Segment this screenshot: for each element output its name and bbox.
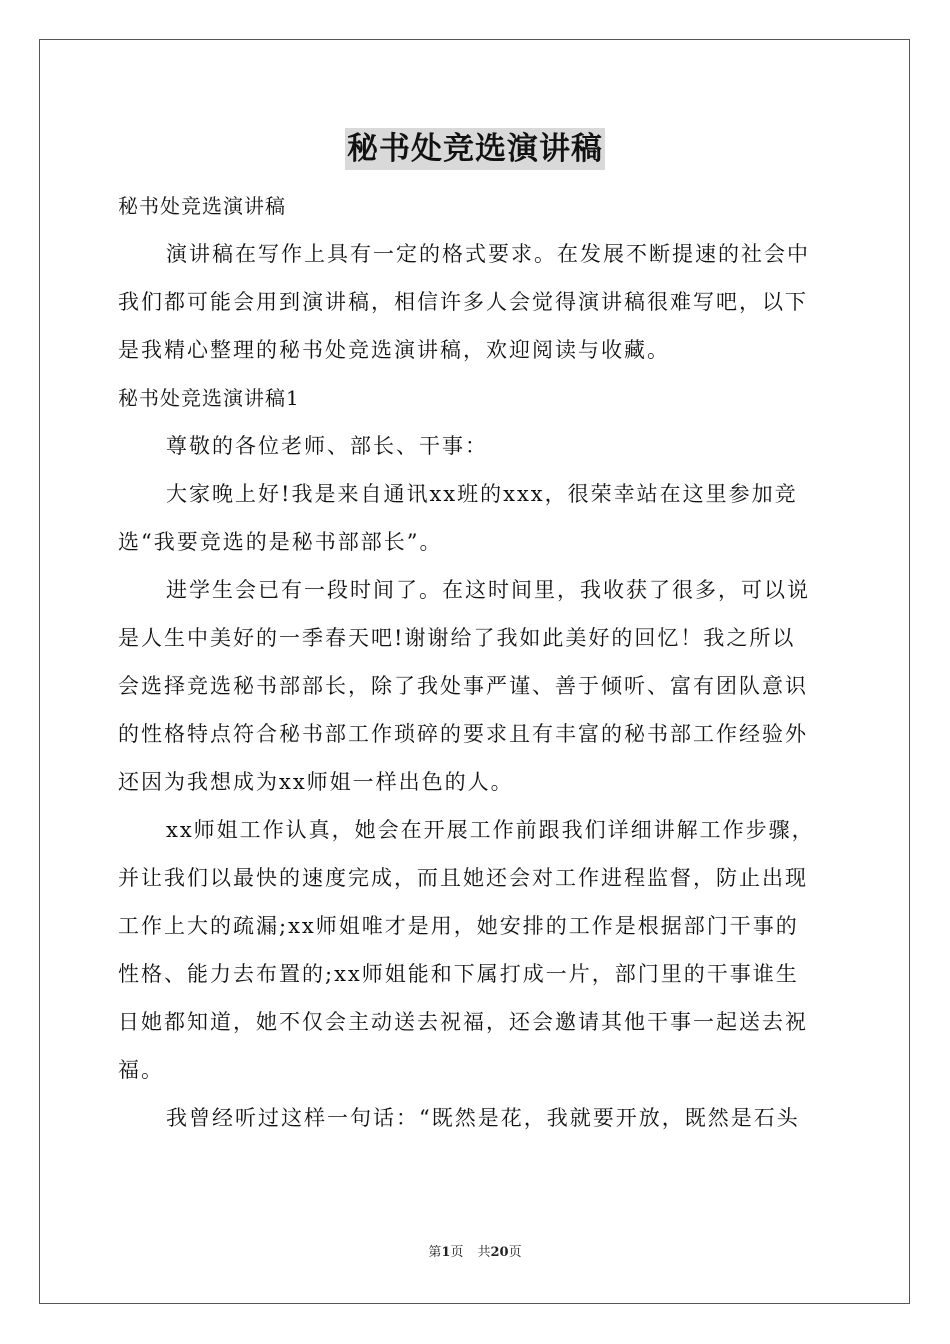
text-line: 进学生会已有一段时间了。在这时间里，我收获了很多，可以说 [166, 578, 810, 602]
text-line: 尊敬的各位老师、部长、干事： [166, 434, 488, 458]
text-line: 大家晚上好!我是来自通讯xx班的xxx，很荣幸站在这里参加竞 [166, 482, 798, 506]
text-line: 我曾经听过这样一句话：“既然是花，我就要开放，既然是石头 [166, 1106, 800, 1130]
text-line: 性格、能力去布置的;xx师姐能和下属打成一片，部门里的干事谁生 [118, 962, 799, 986]
document-body [118, 182, 838, 1142]
text-line: 会选择竞选秘书部部长，除了我处事严谨、善于倾听、富有团队意识 [118, 674, 808, 698]
section-heading: 秘书处竞选演讲稿 [118, 194, 286, 218]
text-line: 还因为我想成为xx师姐一样出色的人。 [118, 770, 514, 794]
text-line: 的性格特点符合秘书部工作琐碎的要求且有丰富的秘书部工作经验外 [118, 722, 808, 746]
page-footer [0, 1244, 950, 1262]
text-line: 日她都知道，她不仅会主动送去祝福，还会邀请其他干事一起送去祝 [118, 1010, 808, 1034]
footer-page-total: 20 [490, 1245, 509, 1260]
text-line: 福。 [118, 1058, 164, 1082]
title-wrap [0, 128, 950, 170]
text-line: 是人生中美好的一季春天吧!谢谢给了我如此美好的回忆！我之所以 [118, 626, 796, 650]
text-line: 我们都可能会用到演讲稿，相信许多人会觉得演讲稿很难写吧，以下 [118, 290, 808, 314]
text-line: 并让我们以最快的速度完成，而且她还会对工作进程监督，防止出现 [118, 866, 808, 890]
text-line: 工作上大的疏漏;xx师姐唯才是用，她安排的工作是根据部门干事的 [118, 914, 799, 938]
footer-page-current: 1 [441, 1245, 451, 1260]
footer-page-prefix: 第 [428, 1245, 442, 1260]
text-line: 选“我要竞选的是秘书部部长”。 [118, 530, 443, 554]
footer-total-suffix: 页 [508, 1245, 522, 1260]
document-title: 秘书处竞选演讲稿 [345, 128, 605, 170]
text-line: xx师姐工作认真，她会在开展工作前跟我们详细讲解工作步骤， [166, 818, 815, 842]
text-line: 演讲稿在写作上具有一定的格式要求。在发展不断提速的社会中 [166, 242, 810, 266]
footer-page-suffix: 页 [450, 1245, 464, 1260]
text-line: 是我精心整理的秘书处竞选演讲稿，欢迎阅读与收藏。 [118, 338, 670, 362]
footer-total-prefix: 共 [477, 1245, 491, 1260]
section-heading: 秘书处竞选演讲稿1 [118, 386, 300, 410]
